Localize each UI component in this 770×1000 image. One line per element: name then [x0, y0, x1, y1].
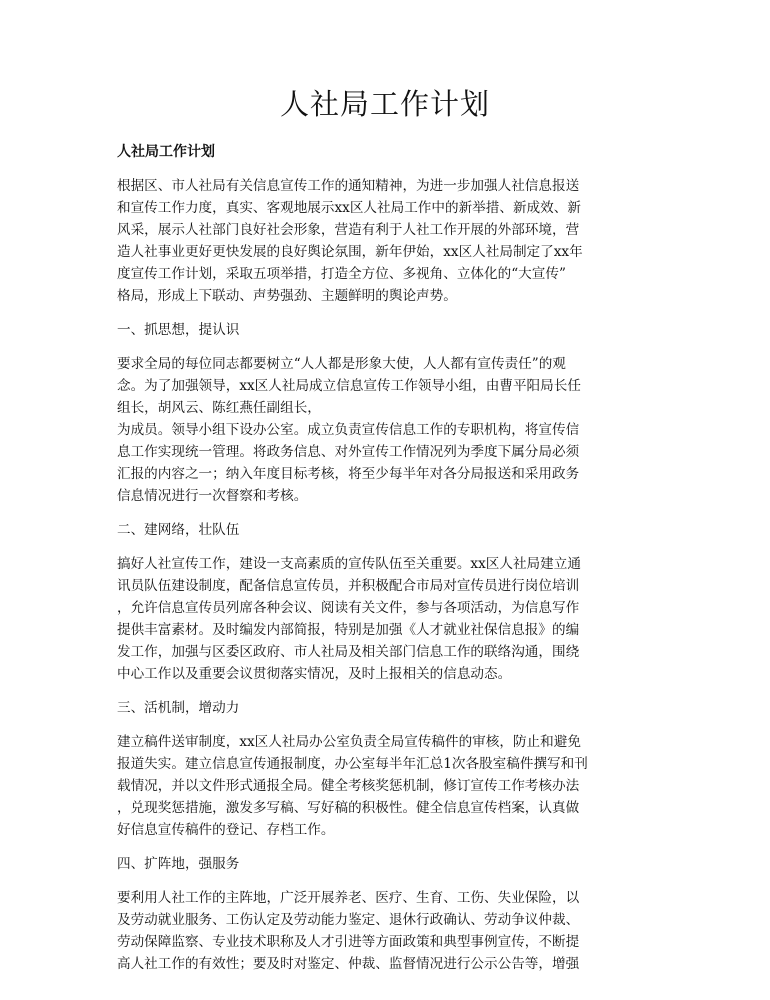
- paragraph: [117, 731, 653, 841]
- text-line: 搞好人社宣传工作，建设一支高素质的宣传队伍至关重要。xx区人社局建立通: [117, 556, 581, 572]
- text-line: 建立稿件送审制度，xx区人社局办公室负责全局宣传稿件的审核，防止和避免: [117, 734, 581, 750]
- text-line: 格局，形成上下联动、声势强劲、主题鲜明的舆论声势。: [117, 288, 457, 304]
- text-line: 要利用人社工作的主阵地，广泛开展养老、医疗、生育、工伤、失业保险，以: [117, 890, 580, 906]
- text-line: 报道失实。建立信息宣传通报制度，办公室每半年汇总1次各股室稿件撰写和刊: [117, 756, 588, 772]
- text-line: 息工作实现统一管理。将政务信息、对外宣传工作情况列为季度下属分局必须: [117, 444, 580, 460]
- document-subtitle: 人社局工作计划: [117, 144, 215, 160]
- text-line: 提供丰富素材。及时编发内部简报，特别是加强《人才就业社保信息报》的编: [117, 622, 580, 638]
- text-line: 组长，胡风云、陈红燕任副组长，: [117, 400, 321, 416]
- text-line: 三、活机制，增动力: [117, 700, 240, 716]
- section-heading: [117, 319, 653, 341]
- text-line: 一、抓思想，提认识: [117, 322, 240, 338]
- text-line: 劳动保障监察、专业技术职称及人才引进等方面政策和典型事例宣传，不断提: [117, 934, 580, 950]
- text-line: 高人社工作的有效性；要及时对鉴定、仲裁、监督情况进行公示公告等，增强: [117, 956, 580, 972]
- section-heading: [117, 519, 653, 541]
- text-line: 要求全局的每位同志都要树立“人人都是形象大使，人人都有宣传责任”的观: [117, 356, 566, 372]
- section-heading: [117, 697, 653, 719]
- text-line: 和宣传工作力度，真实、客观地展示xx区人社局工作中的新举措、新成效、新: [117, 200, 581, 216]
- document-body: [117, 175, 653, 987]
- text-line: 根据区、市人社局有关信息宣传工作的通知精神，为进一步加强人社信息报送: [117, 178, 580, 194]
- text-line: ，兑现奖惩措施，激发多写稿、写好稿的积极性。健全信息宣传档案，认真做: [117, 800, 580, 816]
- text-line: 风采，展示人社部门良好社会形象，营造有利于人社工作开展的外部环境，营: [117, 222, 580, 238]
- text-line: 好信息宣传稿件的登记、存档工作。: [117, 822, 335, 838]
- text-line: 汇报的内容之一；纳入年度目标考核，将至少每半年对各分局报送和采用政务: [117, 466, 580, 482]
- text-line: 信息情况进行一次督察和考核。: [117, 488, 308, 504]
- text-line: 念。为了加强领导，xx区人社局成立信息宣传工作领导小组，由曹平阳局长任: [117, 378, 581, 394]
- paragraph: [117, 353, 653, 507]
- section-heading: [117, 853, 653, 875]
- text-line: 造人社事业更好更快发展的良好舆论氛围，新年伊始，xx区人社局制定了xx年: [117, 244, 583, 260]
- text-line: 二、建网络，壮队伍: [117, 522, 240, 538]
- text-line: 四、扩阵地，强服务: [117, 856, 240, 872]
- text-line: 中心工作以及重要会议贯彻落实情况，及时上报相关的信息动态。: [117, 666, 512, 682]
- text-line: 讯员队伍建设制度，配备信息宣传员，并积极配合市局对宣传员进行岗位培训: [117, 578, 580, 594]
- paragraph: [117, 887, 653, 975]
- paragraph: [117, 553, 653, 685]
- text-line: 载情况，并以文件形式通报全局。健全考核奖惩机制，修订宣传工作考核办法: [117, 778, 580, 794]
- text-line: 及劳动就业服务、工伤认定及劳动能力鉴定、退休行政确认、劳动争议仲裁、: [117, 912, 580, 928]
- text-line: ，允许信息宣传员列席各种会议、阅读有关文件，参与各项活动，为信息写作: [117, 600, 580, 616]
- paragraph: [117, 175, 653, 307]
- text-line: 发工作，加强与区委区政府、市人社局及相关部门信息工作的联络沟通，围绕: [117, 644, 580, 660]
- text-line: 度宣传工作计划，采取五项举措，打造全方位、多视角、立体化的“大宣传”: [117, 266, 566, 282]
- text-line: 为成员。领导小组下设办公室。成立负责宣传信息工作的专职机构，将宣传信: [117, 422, 580, 438]
- document-title: 人社局工作计划: [279, 87, 490, 121]
